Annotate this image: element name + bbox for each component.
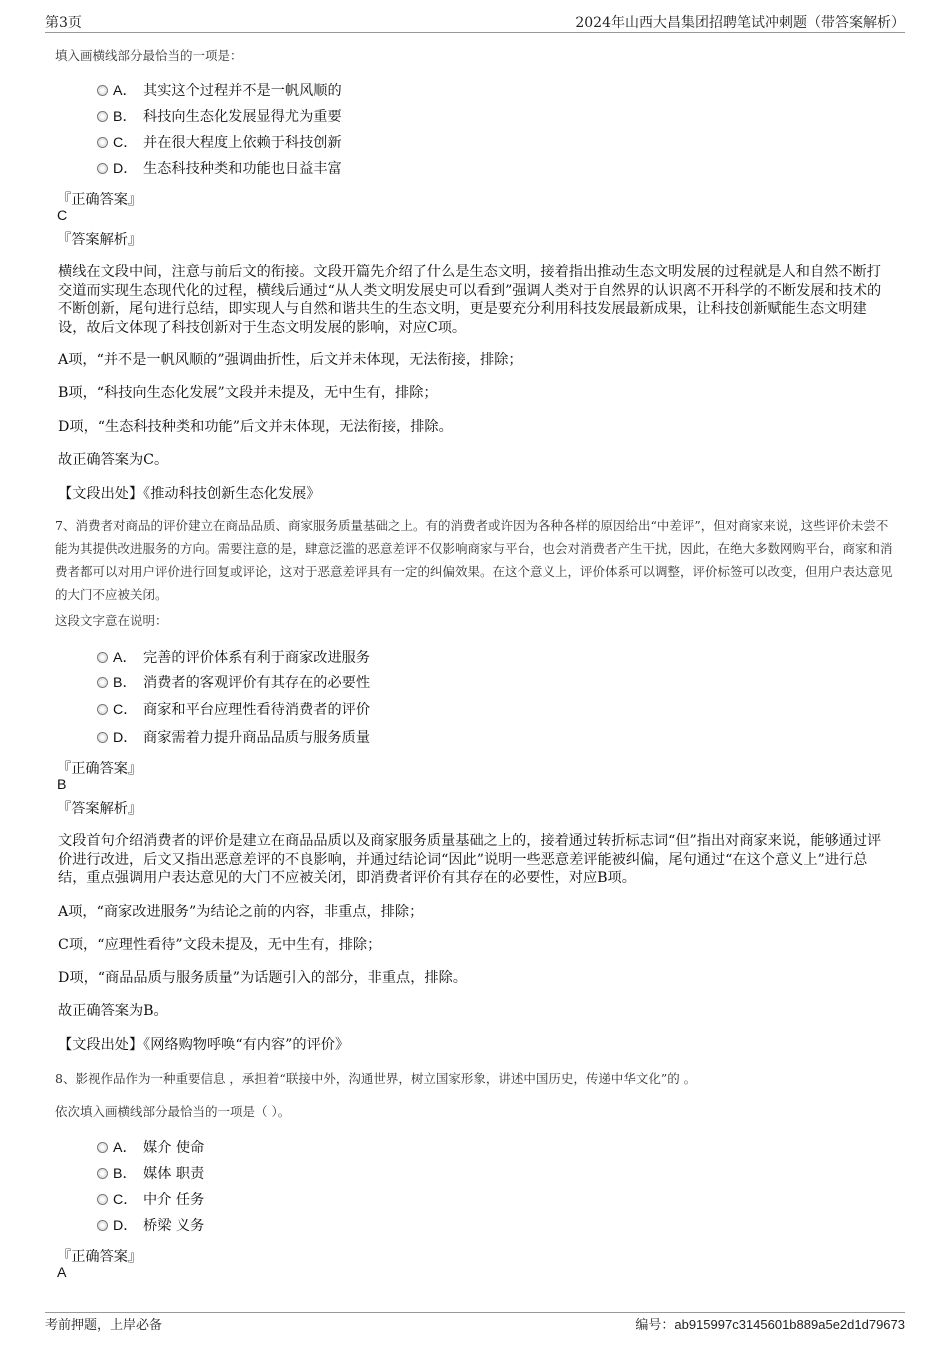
q7-source: 【文段出处】《网络购物呼唤“有内容”的评价》 — [58, 1037, 350, 1053]
header-divider — [45, 32, 905, 33]
q8-passage: 8、影视作品作为一种重要信息 ，承担着“联接中外，沟通世界，树立国家形象，讲述中国历史，传递中华文化”的 。 — [55, 1071, 697, 1086]
document-title: 2024年山西大昌集团招聘笔试冲刺题（带答案解析） — [575, 15, 905, 31]
q6-answer-label: 『正确答案』 — [57, 192, 143, 208]
q7-note-d: D项，“商品品质与服务质量”为话题引入的部分，非重点，排除。 — [58, 970, 467, 986]
radio-icon[interactable] — [97, 163, 108, 174]
q7-analysis-label: 『答案解析』 — [57, 801, 143, 817]
footer-divider — [45, 1312, 905, 1313]
q8-option-b[interactable]: B． 媒体 职责 — [97, 1163, 204, 1185]
page-number: 第3页 — [45, 15, 82, 31]
q8-answer: A — [57, 1265, 67, 1281]
footer-slogan: 考前押题，上岸必备 — [45, 1318, 163, 1333]
q6-analysis: 横线在文段中间，注意与前后文的衔接。文段开篇先介绍了什么是生态文明，接着指出推动生态文明发展的过程就是人和自然不断打交道而实现生态现代化的过程，横线后通过“从人类文明发展史可以看到”强调人类对于自然界的认识离不开科学的不断发展和技术的不断创新，尾句进行总结，即实现人与自然和谐共生的生态文明，更是要充分利用科技发展最新成果，让科技创新赋能生态文明建设，故后文体现了科技创新对于生态文明发展的影响，对应C项。 — [58, 264, 882, 336]
radio-icon[interactable] — [97, 704, 108, 715]
q7-passage: 7、消费者对商品的评价建立在商品品质、商家服务质量基础之上。有的消费者或许因为各种各样的原因给出“中差评”，但对商家来说，这些评价未尝不能为其提供改进服务的方向。需要注意的是，肆意泛滥的恶意差评不仅影响商家与平台，也会对消费者产生干扰，因此，在绝大多数网购平台，商家和消费者都可以对用户评价进行回复或评论，这对于恶意差评具有一定的纠偏效果。在这个意义上，评价体系可以调整，评价标签可以改变，但用户表达意见的大门不应被关闭。 — [55, 518, 893, 602]
q8-prompt: 依次填入画横线部分最恰当的一项是（ ）。 — [55, 1104, 291, 1119]
q7-answer-label: 『正确答案』 — [57, 761, 143, 777]
q6-note-b: B项，“科技向生态化发展”文段并未提及，无中生有，排除； — [58, 385, 438, 401]
q7-answer: B — [57, 777, 67, 793]
q6-note-d: D项，“生态科技种类和功能”后文并未体现，无法衔接，排除。 — [58, 419, 453, 435]
q6-note-a: A项，“并不是一帆风顺的”强调曲折性，后文并未体现，无法衔接，排除； — [58, 352, 523, 368]
q6-answer: C — [57, 208, 68, 224]
q7-prompt: 这段文字意在说明： — [55, 613, 168, 628]
radio-icon[interactable] — [97, 1194, 108, 1205]
radio-icon[interactable] — [97, 732, 108, 743]
radio-icon[interactable] — [97, 111, 108, 122]
q8-option-a[interactable]: A． 媒介 使命 — [97, 1137, 204, 1159]
radio-icon[interactable] — [97, 652, 108, 663]
q7-option-a[interactable]: A． 完善的评价体系有利于商家改进服务 — [97, 647, 370, 669]
q6-option-d[interactable]: D． 生态科技种类和功能也日益丰富 — [97, 158, 342, 180]
radio-icon[interactable] — [97, 137, 108, 148]
radio-icon[interactable] — [97, 677, 108, 688]
q8-option-d[interactable]: D． 桥梁 义务 — [97, 1215, 204, 1237]
radio-icon[interactable] — [97, 85, 108, 96]
q6-option-c[interactable]: C． 并在很大程度上依赖于科技创新 — [97, 132, 342, 154]
q6-prompt: 填入画横线部分最恰当的一项是： — [55, 48, 243, 63]
document-code: 编号：ab915997c3145601b889a5e2d1d79673 — [635, 1317, 905, 1333]
q7-option-d[interactable]: D． 商家需着力提升商品品质与服务质量 — [97, 727, 370, 749]
q6-source: 【文段出处】《推动科技创新生态化发展》 — [58, 486, 321, 502]
q6-analysis-label: 『答案解析』 — [57, 232, 143, 248]
q8-answer-label: 『正确答案』 — [57, 1249, 143, 1265]
radio-icon[interactable] — [97, 1142, 108, 1153]
q6-option-b[interactable]: B． 科技向生态化发展显得尤为重要 — [97, 106, 342, 128]
q7-option-b[interactable]: B． 消费者的客观评价有其存在的必要性 — [97, 672, 370, 694]
radio-icon[interactable] — [97, 1220, 108, 1231]
q8-option-c[interactable]: C． 中介 任务 — [97, 1189, 204, 1211]
q7-note-c: C项，“应理性看待”文段未提及，无中生有，排除； — [58, 937, 382, 953]
radio-icon[interactable] — [97, 1168, 108, 1179]
q7-note-a: A项，“商家改进服务”为结论之前的内容，非重点，排除； — [58, 904, 424, 920]
q6-conclusion: 故正确答案为C。 — [58, 452, 169, 468]
q6-option-a[interactable]: A． 其实这个过程并不是一帆风顺的 — [97, 80, 342, 102]
q7-analysis: 文段首句介绍消费者的评价是建立在商品品质以及商家服务质量基础之上的，接着通过转折标志词“但”指出对商家来说，能够通过评价进行改进，后文又指出恶意差评的不良影响，并通过结论词“因此”说明一些恶意差评能被纠偏，尾句通过“在这个意义上”进行总结，重点强调用户表达意见的大门不应被关闭，即消费者评价有其存在的必要性，对应B项。 — [58, 833, 882, 886]
q7-conclusion: 故正确答案为B。 — [58, 1003, 168, 1019]
q7-option-c[interactable]: C． 商家和平台应理性看待消费者的评价 — [97, 699, 370, 721]
